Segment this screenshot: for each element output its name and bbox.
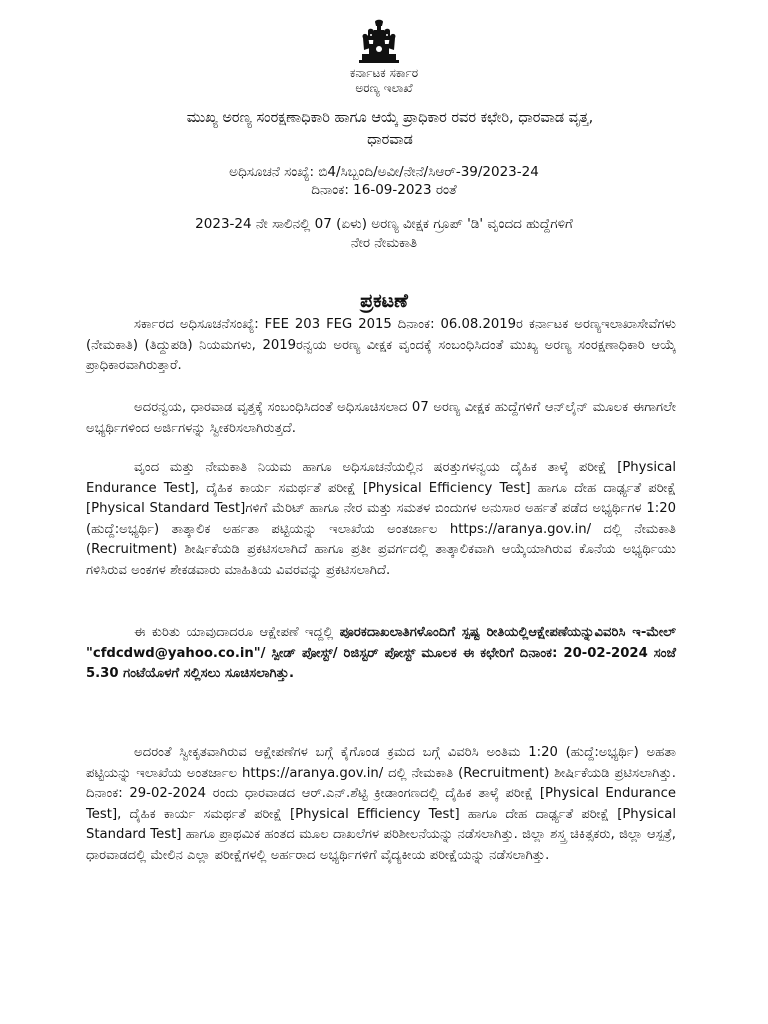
- subject-line-2: ನೇರ ನೇಮಕಾತಿ: [350, 235, 418, 251]
- office-name-line-2: ಧಾರವಾಡ: [367, 132, 413, 148]
- paragraph-1: ಸರ್ಕಾರದ ಅಧಿಸೂಚನೆಸಂಖ್ಯೆ: FEE 203 FEG 2015 ದಿನಾಂಕ: 06.08.2019ರ ಕರ್ನಾಟಕ ಅರಣ್ಯಇಲಾಖಾಸೇವೆಗಳು (ನೇಮಕಾತಿ) (ತಿದ್ದುಪಡಿ) ನಿಯಮಗಳು, 2019ರನ್ವಯ ಅರಣ್ಯ ವೀಕ್ಷಕ ವೃಂದಕ್ಕೆ ಸಂಬಂಧಿಸಿದಂತೆ ಮುಖ್ಯ ಅರಣ್ಯ ಸಂರಕ್ಷಣಾಧಿಕಾರಿ ಆಯ್ಕೆ ಪ್ರಾಧಿಕಾರವಾಗಿರುತ್ತಾರೆ.: [86, 317, 676, 374]
- department-name: ಅರಣ್ಯ ಇಲಾಖೆ: [355, 81, 413, 95]
- notification-date: ದಿನಾಂಕ: 16-09-2023 ರಂತೆ: [311, 182, 457, 198]
- paragraph-4-objection-instructions: ಪೂರಕದಾಖಲಾತಿಗಳೊಂದಿಗೆ ಸ್ಪಷ್ಟ ರೀತಿಯಲ್ಲಿಆಕ್ಷೇಪಣೆಯನ್ನುವಿವರಿಸಿ ಇ-ಮೇಲ್ "cfdcdwd@yahoo.co.in"/ ಸ್ಪೀಡ್ ಪೋಸ್ಟ್/ ರಿಜಿಸ್ಟರ್ ಪೋಸ್ಟ್ ಮೂಲಕ ಈ ಕಛೇರಿಗೆ ದಿನಾಂಕ: 20-02-2024 ಸಂಜೆ 5.30 ಗಂಟೆಯೊಳಗೆ ಸಲ್ಲಿಸಲು ಸೂಚಿಸಲಾಗಿತ್ತು.: [86, 625, 676, 682]
- paragraph-5: ಅದರಂತೆ ಸ್ವೀಕೃತವಾಗಿರುವ ಆಕ್ಷೇಪಣೆಗಳ ಬಗ್ಗೆ ಕೈಗೊಂಡ ಕ್ರಮದ ಬಗ್ಗೆ ವಿವರಿಸಿ ಅಂತಿಮ 1:20 (ಹುದ್ದೆ:ಅಭ್ಯರ್ಥಿ) ಅಹತಾ ಪಟ್ಟಿಯನ್ನು ಇಲಾಖೆಯ ಅಂತರ್ಜಾಲ https://aranya.gov.in/ ದಲ್ಲಿ ನೇಮಕಾತಿ (Recruitment) ಶೀರ್ಷಿಕೆಯಡಿ ಪ್ರಟಿಸಲಾಗಿತ್ತು. ದಿನಾಂಕ: 29-02-2024 ರಂದು ಧಾರವಾಡದ ಆರ್.ಎನ್.ಶೆಟ್ಟಿ ಕ್ರೀಡಾಂಗಣದಲ್ಲಿ ದೈಹಿಕ ತಾಳ್ಕೆ ಪರೀಕ್ಷೆ [Physical Endurance Test], ದೈಹಿಕ ಕಾರ್ಯ ಸಮರ್ಥತೆ ಪರೀಕ್ಷೆ [Physical Efficiency Test] ಹಾಗೂ ದೇಹ ದಾರ್ಢ್ಯತೆ ಪರೀಕ್ಷೆ [Physical Standard Test] ಹಾಗೂ ಪ್ರಾಥಮಿಕ ಹಂತದ ಮೂಲ ದಾಖಲೆಗಳ ಪರಿಶೀಲನೆಯನ್ನು ನಡೆಸಲಾಗಿತ್ತು. ಜಿಲ್ಲಾ ಶಸ್ತ್ರ ಚಿಕಿತ್ಸಕರು, ಜಿಲ್ಲಾ ಆಸ್ಪತ್ರೆ, ಧಾರವಾಡದಲ್ಲಿ ಮೇಲಿನ ಎಲ್ಲಾ ಪರೀಕ್ಷೆಗಳಲ್ಲಿ ಅರ್ಹರಾದ ಅಭ್ಯರ್ಥಿಗಳಿಗೆ ವೈದ್ಯಕೀಯ ಪರೀಕ್ಷೆಯನ್ನು ನಡೆಸಲಾಗಿತ್ತು.: [86, 745, 676, 863]
- paragraph-4: [86, 623, 676, 685]
- office-name-line-1: ಮುಖ್ಯ ಅರಣ್ಯ ಸಂರಕ್ಷಣಾಧಿಕಾರಿ ಹಾಗೂ ಆಯ್ಕೆ ಪ್ರಾಧಿಕಾರ ರವರ ಕಛೇರಿ, ಧಾರವಾಡ ವೃತ್ತ,: [186, 110, 594, 126]
- announcement-heading: ಪ್ರಕಟಣೆ: [360, 290, 408, 312]
- subject-line-1: 2023-24 ನೇ ಸಾಲಿನಲ್ಲಿ 07 (ಏಳು) ಅರಣ್ಯ ವೀಕ್ಷಕ ಗ್ರೂಪ್ 'ಡಿ' ವೃಂದದ ಹುದ್ದೆಗಳಿಗೆ: [195, 216, 573, 232]
- paragraph-4-intro: ಈ ಕುರಿತು ಯಾವುದಾದರೂ ಆಕ್ಷೇಪಣೆ ಇದ್ದಲ್ಲಿ: [134, 625, 340, 640]
- karnataka-emblem-icon: [353, 18, 405, 66]
- paragraph-2: ಅದರನ್ವಯ, ಧಾರವಾಡ ವೃತ್ತಕ್ಕೆ ಸಂಬಂಧಿಸಿದಂತೆ ಅಧಿಸೂಚಿಸಲಾದ 07 ಅರಣ್ಯ ವೀಕ್ಷಕ ಹುದ್ದೆಗಳಿಗೆ ಆನ್‌ಲೈನ್ ಮೂಲಕ ಈಗಾಗಲೇ ಅಭ್ಯರ್ಥಿಗಳಿಂದ ಅರ್ಜಿಗಳನ್ನು ಸ್ವೀಕರಿಸಲಾಗಿರುತ್ತದೆ.: [86, 400, 676, 436]
- notification-number: ಅಧಿಸೂಚನೆ ಸಂಖ್ಯೆ: ಬಿ4/ಸಿಬ್ಬಂದಿ/ಅವೀ/ನೇನೆ/ಸಿಆರ್-39/2023-24: [229, 164, 539, 180]
- paragraph-3: ವೃಂದ ಮತ್ತು ನೇಮಕಾತಿ ನಿಯಮ ಹಾಗೂ ಅಧಿಸೂಚನೆಯಲ್ಲಿನ ಷರತ್ತುಗಳನ್ವಯ ದೈಹಿಕ ತಾಳ್ಕೆ ಪರೀಕ್ಷೆ [Physical Endurance Test], ದೈಹಿಕ ಕಾರ್ಯ ಸಮರ್ಥತೆ ಪರೀಕ್ಷೆ [Physical Efficiency Test] ಹಾಗೂ ದೇಹ ದಾರ್ಢ್ಯತೆ ಪರೀಕ್ಷೆ [Physical Standard Test]ಗಳಿಗೆ ಮೆರಿಟ್ ಹಾಗೂ ನೇರ ಮತ್ತು ಸಮತಳ ಬಿಂದುಗಳ ಅನುಸಾರ ಅರ್ಹತೆ ಪಡೆದ ಅಭ್ಯರ್ಥಿಗಳ 1:20 (ಹುದ್ದೆ:ಅಭ್ಯರ್ಥಿ) ತಾತ್ಕಾಲಿಕ ಅರ್ಹತಾ ಪಟ್ಟಿಯನ್ನು ಇಲಾಖೆಯ ಅಂತರ್ಜಾಲ https://aranya.gov.in/ ದಲ್ಲಿ ನೇಮಕಾತಿ (Recruitment) ಶೀರ್ಷಿಕೆಯಡಿ ಪ್ರಕಟಿಸಲಾಗಿದೆ ಹಾಗೂ ಪ್ರತೀ ಪ್ರವರ್ಗದಲ್ಲಿ ತಾತ್ಕಾಲಿಕವಾಗಿ ಆಯ್ಕೆಯಾಗಿರುವ ಕೊನೆಯ ಅಭ್ಯರ್ಥಿಯು ಗಳಿಸಿರುವ ಅಂಕಗಳ ಶೇಕಡವಾರು ಮಾಹಿತಿಯ ವಿವರವನ್ನು ಪ್ರಕಟಿಸಲಾಗಿದೆ.: [86, 460, 676, 578]
- government-name: ಕರ್ನಾಟಕ ಸರ್ಕಾರ: [349, 66, 419, 80]
